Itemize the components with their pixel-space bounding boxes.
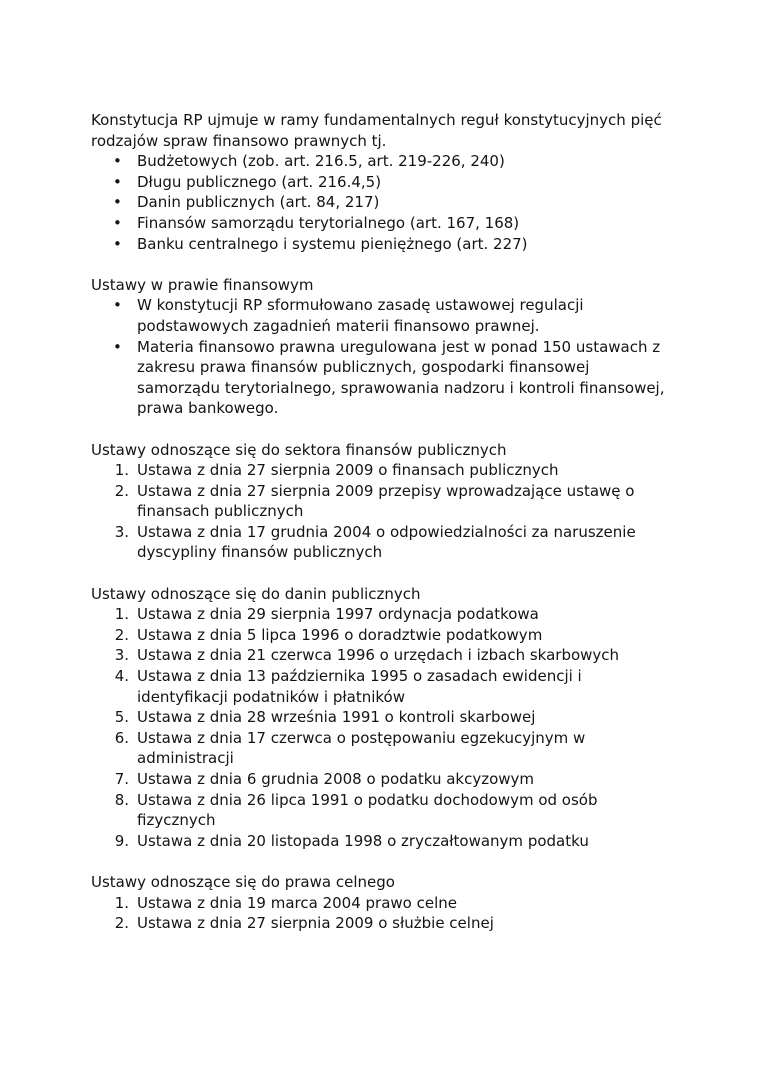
- list-item-text: Ustawa z dnia 17 grudnia 2004 o odpowiedzialności za naruszenie dyscypliny finansów publicznych: [137, 522, 636, 562]
- list-number: 7.: [114, 770, 129, 788]
- list-item: [91, 769, 671, 790]
- list-item-text: Ustawa z dnia 27 sierpnia 2009 o służbie celnej: [137, 914, 494, 933]
- list-number: 8.: [114, 790, 129, 809]
- bullet-list: [91, 295, 671, 419]
- list-item-text: Długu publicznego (art. 216.4,5): [137, 172, 382, 191]
- list-item: [91, 151, 671, 172]
- list-number: 2.: [114, 625, 129, 644]
- list-item: [91, 707, 671, 728]
- bullet-marker: •: [113, 296, 122, 315]
- list-item: [91, 234, 671, 255]
- bullet-list: [91, 151, 671, 254]
- list-item-text: Ustawa z dnia 27 sierpnia 2009 przepisy wprowadzające ustawę o finansach publicznych: [137, 481, 635, 521]
- list-number: 3.: [114, 522, 129, 541]
- list-item-text: Ustawa z dnia 6 grudnia 2008 o podatku akcyzowym: [137, 770, 535, 788]
- list-item-text: Danin publicznych (art. 84, 217): [137, 193, 380, 212]
- list-item: [91, 522, 671, 563]
- list-item-text: Ustawa z dnia 5 lipca 1996 o doradztwie podatkowym: [137, 625, 543, 644]
- list-item: [91, 337, 671, 419]
- list-number: 2.: [114, 481, 129, 500]
- list-number: 9.: [114, 831, 129, 850]
- list-item: [91, 913, 671, 934]
- section-heading: Konstytucja RP ujmuje w ramy fundamentalnych reguł konstytucyjnych pięć rodzajów spraw finansowo prawnych tj.: [91, 111, 662, 150]
- list-item-text: Materia finansowo prawna uregulowana jest w ponad 150 ustawach z zakresu prawa finansów publicznych, gospodarki finansowej samorządu terytorialnego, sprawowania nadzoru i kontroli finansowej, prawa bankowego.: [137, 337, 665, 418]
- section-customs-law: [91, 872, 671, 934]
- document-page: [91, 110, 671, 954]
- list-number: 2.: [114, 914, 129, 933]
- section-public-levies: [91, 584, 671, 852]
- list-item: [91, 213, 671, 234]
- list-item: [91, 625, 671, 646]
- list-item-text: Banku centralnego i systemu pieniężnego (art. 227): [137, 234, 528, 253]
- section-heading: Ustawy w prawie finansowym: [91, 275, 314, 294]
- list-item: [91, 460, 671, 481]
- list-item: [91, 481, 671, 522]
- bullet-marker: •: [113, 152, 122, 171]
- bullet-marker: •: [113, 234, 122, 253]
- list-item-text: Ustawa z dnia 20 listopada 1998 o zryczałtowanym podatku: [137, 831, 589, 850]
- numbered-list: [91, 893, 671, 934]
- list-item-text: Ustawa z dnia 28 września 1991 o kontroli skarbowej: [137, 708, 536, 727]
- list-item: [91, 192, 671, 213]
- section-heading: Ustawy odnoszące się do prawa celnego: [91, 872, 395, 891]
- list-item: [91, 295, 671, 336]
- list-item: [91, 893, 671, 914]
- list-number: 4.: [114, 667, 129, 686]
- list-item: [91, 831, 671, 852]
- list-number: 1.: [114, 461, 129, 480]
- list-item: [91, 645, 671, 666]
- bullet-marker: •: [113, 193, 122, 212]
- list-item: [91, 666, 671, 707]
- bullet-marker: •: [113, 337, 122, 356]
- list-item-text: Ustawa z dnia 19 marca 2004 prawo celne: [137, 893, 458, 912]
- section-constitution: [91, 110, 671, 254]
- section-heading: Ustawy odnoszące się do sektora finansów publicznych: [91, 440, 507, 459]
- list-item-text: Ustawa z dnia 27 sierpnia 2009 o finansach publicznych: [137, 461, 559, 480]
- section-public-finance-sector: [91, 440, 671, 564]
- list-item-text: W konstytucji RP sformułowano zasadę ustawowej regulacji podstawowych zagadnień materii finansowo prawnej.: [137, 296, 584, 335]
- list-item-text: Ustawa z dnia 13 października 1995 o zasadach ewidencji i identyfikacji podatników i płatników: [137, 667, 582, 706]
- list-item: [91, 172, 671, 193]
- list-item-text: Ustawa z dnia 17 czerwca o postępowaniu egzekucyjnym w administracji: [137, 728, 586, 768]
- list-item: [91, 604, 671, 625]
- list-item: [91, 790, 671, 831]
- list-item-text: Ustawa z dnia 21 czerwca 1996 o urzędach i izbach skarbowych: [137, 646, 620, 665]
- list-item-text: Budżetowych (zob. art. 216.5, art. 219-226, 240): [137, 152, 505, 171]
- list-item-text: Ustawa z dnia 29 sierpnia 1997 ordynacja podatkowa: [137, 605, 539, 624]
- bullet-marker: •: [113, 213, 122, 232]
- list-number: 1.: [114, 893, 129, 912]
- list-item-text: Finansów samorządu terytorialnego (art. 167, 168): [137, 213, 520, 232]
- section-heading: Ustawy odnoszące się do danin publicznych: [91, 584, 421, 603]
- list-number: 3.: [114, 646, 129, 665]
- list-number: 1.: [114, 605, 129, 624]
- numbered-list: [91, 604, 671, 851]
- numbered-list: [91, 460, 671, 563]
- list-item-text: Ustawa z dnia 26 lipca 1991 o podatku dochodowym od osób fizycznych: [137, 790, 598, 830]
- section-financial-law: [91, 275, 671, 419]
- list-number: 6.: [114, 728, 129, 747]
- bullet-marker: •: [113, 172, 122, 191]
- list-item: [91, 728, 671, 769]
- list-number: 5.: [114, 708, 129, 727]
